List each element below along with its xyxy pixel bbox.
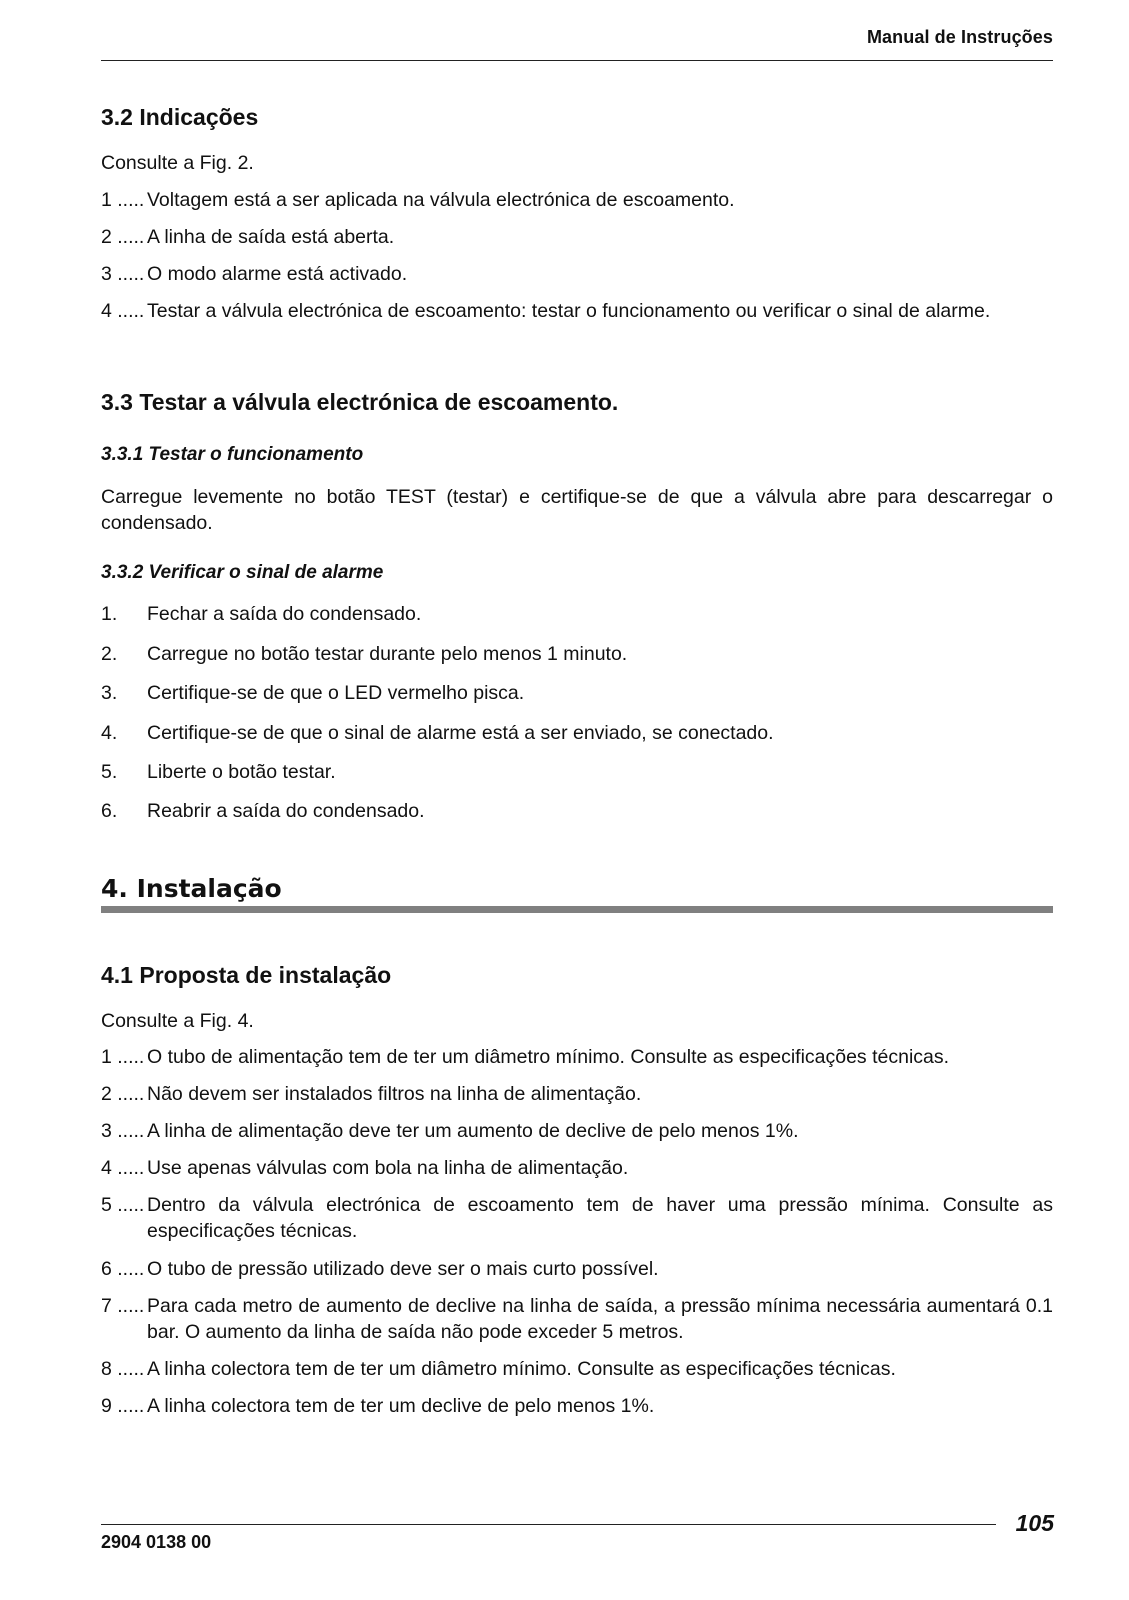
list-item-number: 4 ..... bbox=[101, 300, 145, 322]
list-item-number: 5. bbox=[101, 761, 118, 783]
subsection-heading-3-3-1: 3.3.1 Testar o funcionamento bbox=[101, 444, 364, 465]
list-item bbox=[101, 759, 1053, 785]
list-item bbox=[101, 1256, 1053, 1282]
list-item-number: 1 ..... bbox=[101, 189, 145, 211]
list-item-text: Dentro da válvula electrónica de escoamento tem de haver uma pressão mínima. Consulte as especificações técnicas. bbox=[147, 1194, 1053, 1242]
section-4-1-intro: Consulte a Fig. 4. bbox=[101, 1010, 254, 1032]
list-item bbox=[101, 641, 1053, 667]
list-item-text: Carregue no botão testar durante pelo menos 1 minuto. bbox=[147, 643, 628, 665]
list-item-number: 9 ..... bbox=[101, 1395, 145, 1417]
chapter-heading-4: 4. Instalação bbox=[101, 874, 282, 903]
list-item bbox=[101, 298, 1053, 324]
list-item-text: A linha de saída está aberta. bbox=[147, 226, 395, 248]
list-item bbox=[101, 1044, 1053, 1070]
list-item-text: Use apenas válvulas com bola na linha de alimentação. bbox=[147, 1157, 629, 1179]
list-item-text: A linha colectora tem de ter um diâmetro mínimo. Consulte as especificações técnicas. bbox=[147, 1358, 896, 1380]
list-item bbox=[101, 680, 1053, 706]
list-item-number: 2. bbox=[101, 643, 118, 665]
list-item-text: Voltagem está a ser aplicada na válvula electrónica de escoamento. bbox=[147, 189, 735, 211]
list-item bbox=[101, 187, 1053, 213]
list-item-number: 3 ..... bbox=[101, 1120, 145, 1142]
list-item bbox=[101, 1293, 1053, 1345]
list-item-number: 7 ..... bbox=[101, 1295, 145, 1317]
list-item-text: A linha de alimentação deve ter um aumento de declive de pelo menos 1%. bbox=[147, 1120, 799, 1142]
list-item-number: 5 ..... bbox=[101, 1194, 145, 1216]
subsection-heading-3-3-2: 3.3.2 Verificar o sinal de alarme bbox=[101, 562, 384, 583]
list-item-number: 1 ..... bbox=[101, 1046, 145, 1068]
list-item-number: 6 ..... bbox=[101, 1258, 145, 1280]
list-item-number: 4 ..... bbox=[101, 1157, 145, 1179]
list-item bbox=[101, 1081, 1053, 1107]
list-item bbox=[101, 798, 1053, 824]
list-item bbox=[101, 720, 1053, 746]
section-3-2-intro: Consulte a Fig. 2. bbox=[101, 152, 254, 174]
footer-rule bbox=[101, 1524, 996, 1525]
list-item-text: Liberte o botão testar. bbox=[147, 761, 336, 783]
list-item-text: Testar a válvula electrónica de escoamento: testar o funcionamento ou verificar o sinal de alarme. bbox=[147, 300, 991, 322]
list-item-number: 2 ..... bbox=[101, 1083, 145, 1105]
list-item-number: 3. bbox=[101, 682, 118, 704]
list-item-text: Certifique-se de que o sinal de alarme está a ser enviado, se conectado. bbox=[147, 722, 774, 744]
list-item-text: Certifique-se de que o LED vermelho pisca. bbox=[147, 682, 525, 704]
list-item-text: O modo alarme está activado. bbox=[147, 263, 408, 285]
list-item-text: O tubo de alimentação tem de ter um diâmetro mínimo. Consulte as especificações técnicas. bbox=[147, 1046, 950, 1068]
list-item bbox=[101, 1118, 1053, 1144]
list-item bbox=[101, 1155, 1053, 1181]
list-item bbox=[101, 224, 1053, 250]
list-item-number: 8 ..... bbox=[101, 1358, 145, 1380]
list-item-text: Fechar a saída do condensado. bbox=[147, 603, 422, 625]
page-header bbox=[101, 0, 1053, 61]
section-heading-3-2: 3.2 Indicações bbox=[101, 104, 259, 130]
list-item-text: A linha colectora tem de ter um declive de pelo menos 1%. bbox=[147, 1395, 655, 1417]
section-heading-3-3: 3.3 Testar a válvula electrónica de escoamento. bbox=[101, 389, 619, 415]
list-item-number: 6. bbox=[101, 800, 118, 822]
document-code: 2904 0138 00 bbox=[101, 1532, 212, 1552]
list-item-number: 4. bbox=[101, 722, 118, 744]
list-item-number: 3 ..... bbox=[101, 263, 145, 285]
list-item bbox=[101, 601, 1053, 627]
page-number: 105 bbox=[1015, 1510, 1054, 1536]
list-item bbox=[101, 1356, 1053, 1382]
section-heading-4-1: 4.1 Proposta de instalação bbox=[101, 962, 392, 988]
list-item bbox=[101, 1192, 1053, 1244]
list-item-text: Não devem ser instalados filtros na linha de alimentação. bbox=[147, 1083, 642, 1105]
list-item bbox=[101, 261, 1053, 287]
subsection-3-3-1-text: Carregue levemente no botão TEST (testar) e certifique-se de que a válvula abre para descarregar o condensado. bbox=[101, 486, 1053, 534]
list-item-text: Para cada metro de aumento de declive na linha de saída, a pressão mínima necessária aumentará 0.1 bar. O aumento da linha de saída não pode exceder 5 metros. bbox=[147, 1295, 1053, 1343]
list-item-number: 2 ..... bbox=[101, 226, 145, 248]
chapter-divider bbox=[101, 906, 1053, 913]
manual-title: Manual de Instruções bbox=[866, 27, 1053, 47]
list-item-number: 1. bbox=[101, 603, 118, 625]
list-item-text: Reabrir a saída do condensado. bbox=[147, 800, 425, 822]
list-item-text: O tubo de pressão utilizado deve ser o mais curto possível. bbox=[147, 1258, 659, 1280]
list-item bbox=[101, 1393, 1053, 1419]
